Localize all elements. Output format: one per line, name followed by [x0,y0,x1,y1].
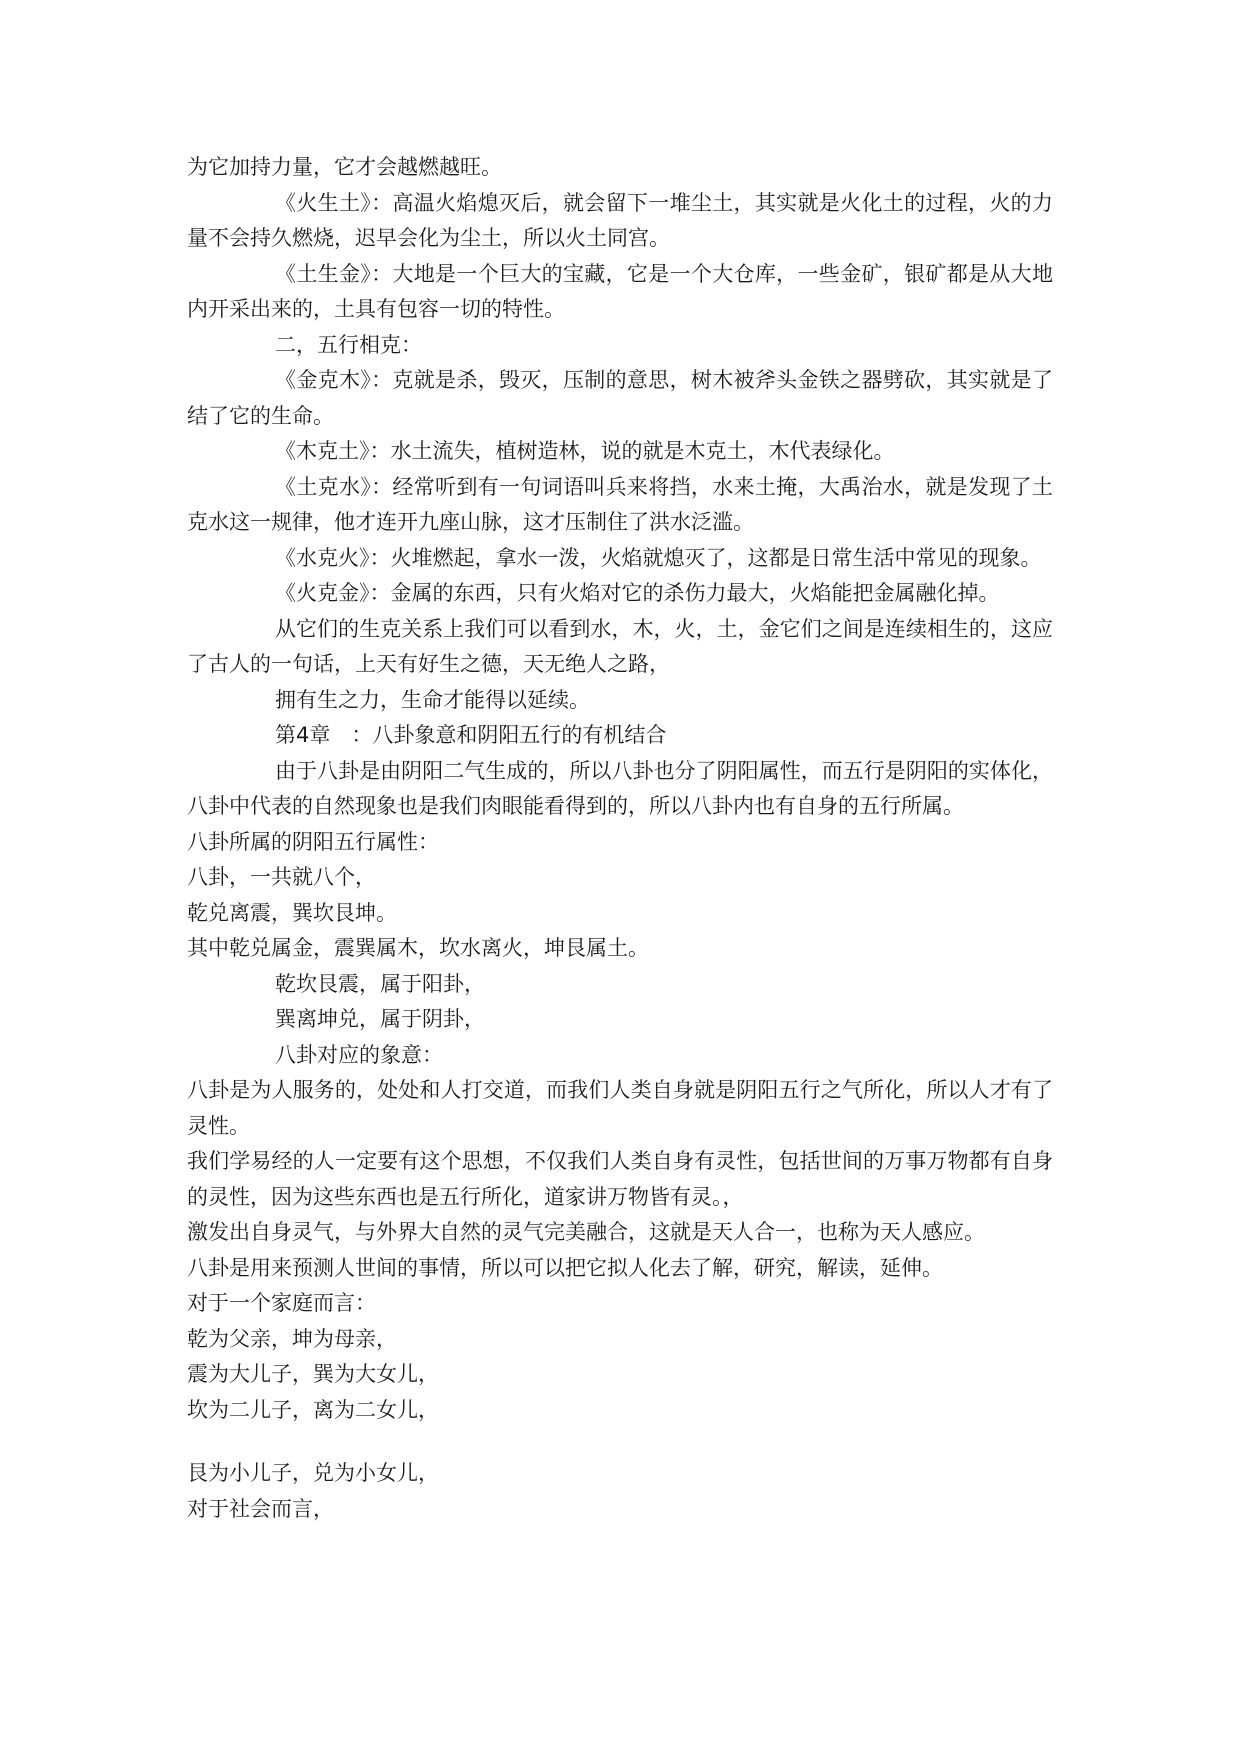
paragraph: 我们学易经的人一定要有这个思想，不仅我们人类自身有灵性，包括世间的万事万物都有自身的灵性，因为这些东西也是五行所化，道家讲万物皆有灵。， [187,1149,1053,1209]
paragraph: 坎为二儿子，离为二女儿， [187,1397,439,1422]
document-page [187,150,1053,1527]
paragraph: 《火克金》：金属的东西，只有火焰对它的杀伤力最大，火焰能把金属融化掉。 [275,581,1000,605]
paragraph: 由于八卦是由阴阳二气生成的，所以八卦也分了阴阳属性，而五行是阴阳的实体化，八卦中代表的自然现象也是我们肉眼能看得到的，所以八卦内也有自身的五行所属。 [187,758,1053,818]
paragraph: 《水克火》：火堆燃起，拿水一泼，火焰就熄灭了，这都是日常生活中常见的现象。 [275,545,1042,570]
paragraph: 八卦所属的阴阳五行属性： [187,829,439,854]
paragraph: 震为大儿子，巽为大女儿， [187,1362,439,1386]
paragraph: 《火生土》：高温火焰熄灭后，就会留下一堆尘土，其实就是火化土的过程，火的力量不会持久燃烧，迟早会化为尘土，所以火土同宫。 [187,190,1053,250]
paragraph: 激发出自身灵气，与外界大自然的灵气完美融合，这就是天人合一，也称为天人感应。 [187,1220,985,1244]
paragraph: 从它们的生克关系上我们可以看到水，木，火，土，金它们之间是连续相生的，这应了古人的一句话，上天有好生之德，天无绝人之路， [187,616,1053,676]
paragraph: 八卦是为人服务的，处处和人打交道，而我们人类自身就是阴阳五行之气所化，所以人才有了灵性。 [187,1078,1053,1138]
paragraph: 《土克水》：经常听到有一句词语叫兵来将挡，水来土掩，大禹治水，就是发现了土克水这一规律，他才连开九座山脉，这才压制住了洪水泛滥。 [187,474,1053,534]
paragraph: 拥有生之力，生命才能得以延续。 [275,687,590,712]
paragraph: 乾坎艮震，属于阳卦， [275,971,485,996]
paragraph: 《木克土》：水土流失，植树造林，说的就是木克土，木代表绿化。 [275,439,895,463]
paragraph: 第4章 ：八卦象意和阴阳五行的有机结合 [275,723,667,747]
blank-line [187,1428,1053,1456]
paragraph: 二，五行相克： [275,332,422,357]
paragraph: 八卦是用来预测人世间的事情，所以可以把它拟人化去了解，研究，解读，延伸。 [187,1255,943,1280]
paragraph: 其中乾兑属金，震巽属木，坎水离火，坤艮属土。 [187,936,649,960]
paragraph: 艮为小儿子，兑为小女儿， [187,1461,439,1485]
paragraph: 《土生金》：大地是一个巨大的宝藏，它是一个大仓库，一些金矿，银矿都是从大地内开采出来的，土具有包容一切的特性。 [187,261,1053,321]
paragraph: 乾为父亲，坤为母亲， [187,1326,397,1351]
paragraph: 对于一个家庭而言： [187,1291,376,1315]
paragraph: 乾兑离震，巽坎艮坤。 [187,900,397,925]
paragraph: 对于社会而言， [187,1496,334,1521]
paragraph: 《金克木》：克就是杀，毁灭，压制的意思，树木被斧头金铁之器劈砍，其实就是了结了它的生命。 [187,368,1053,428]
paragraph: 八卦对应的象意： [275,1042,443,1067]
paragraph: 巽离坤兑，属于阴卦， [275,1007,485,1031]
paragraph: 八卦，一共就八个， [187,865,376,889]
paragraph: 为它加持力量，它才会越燃越旺。 [187,155,502,179]
